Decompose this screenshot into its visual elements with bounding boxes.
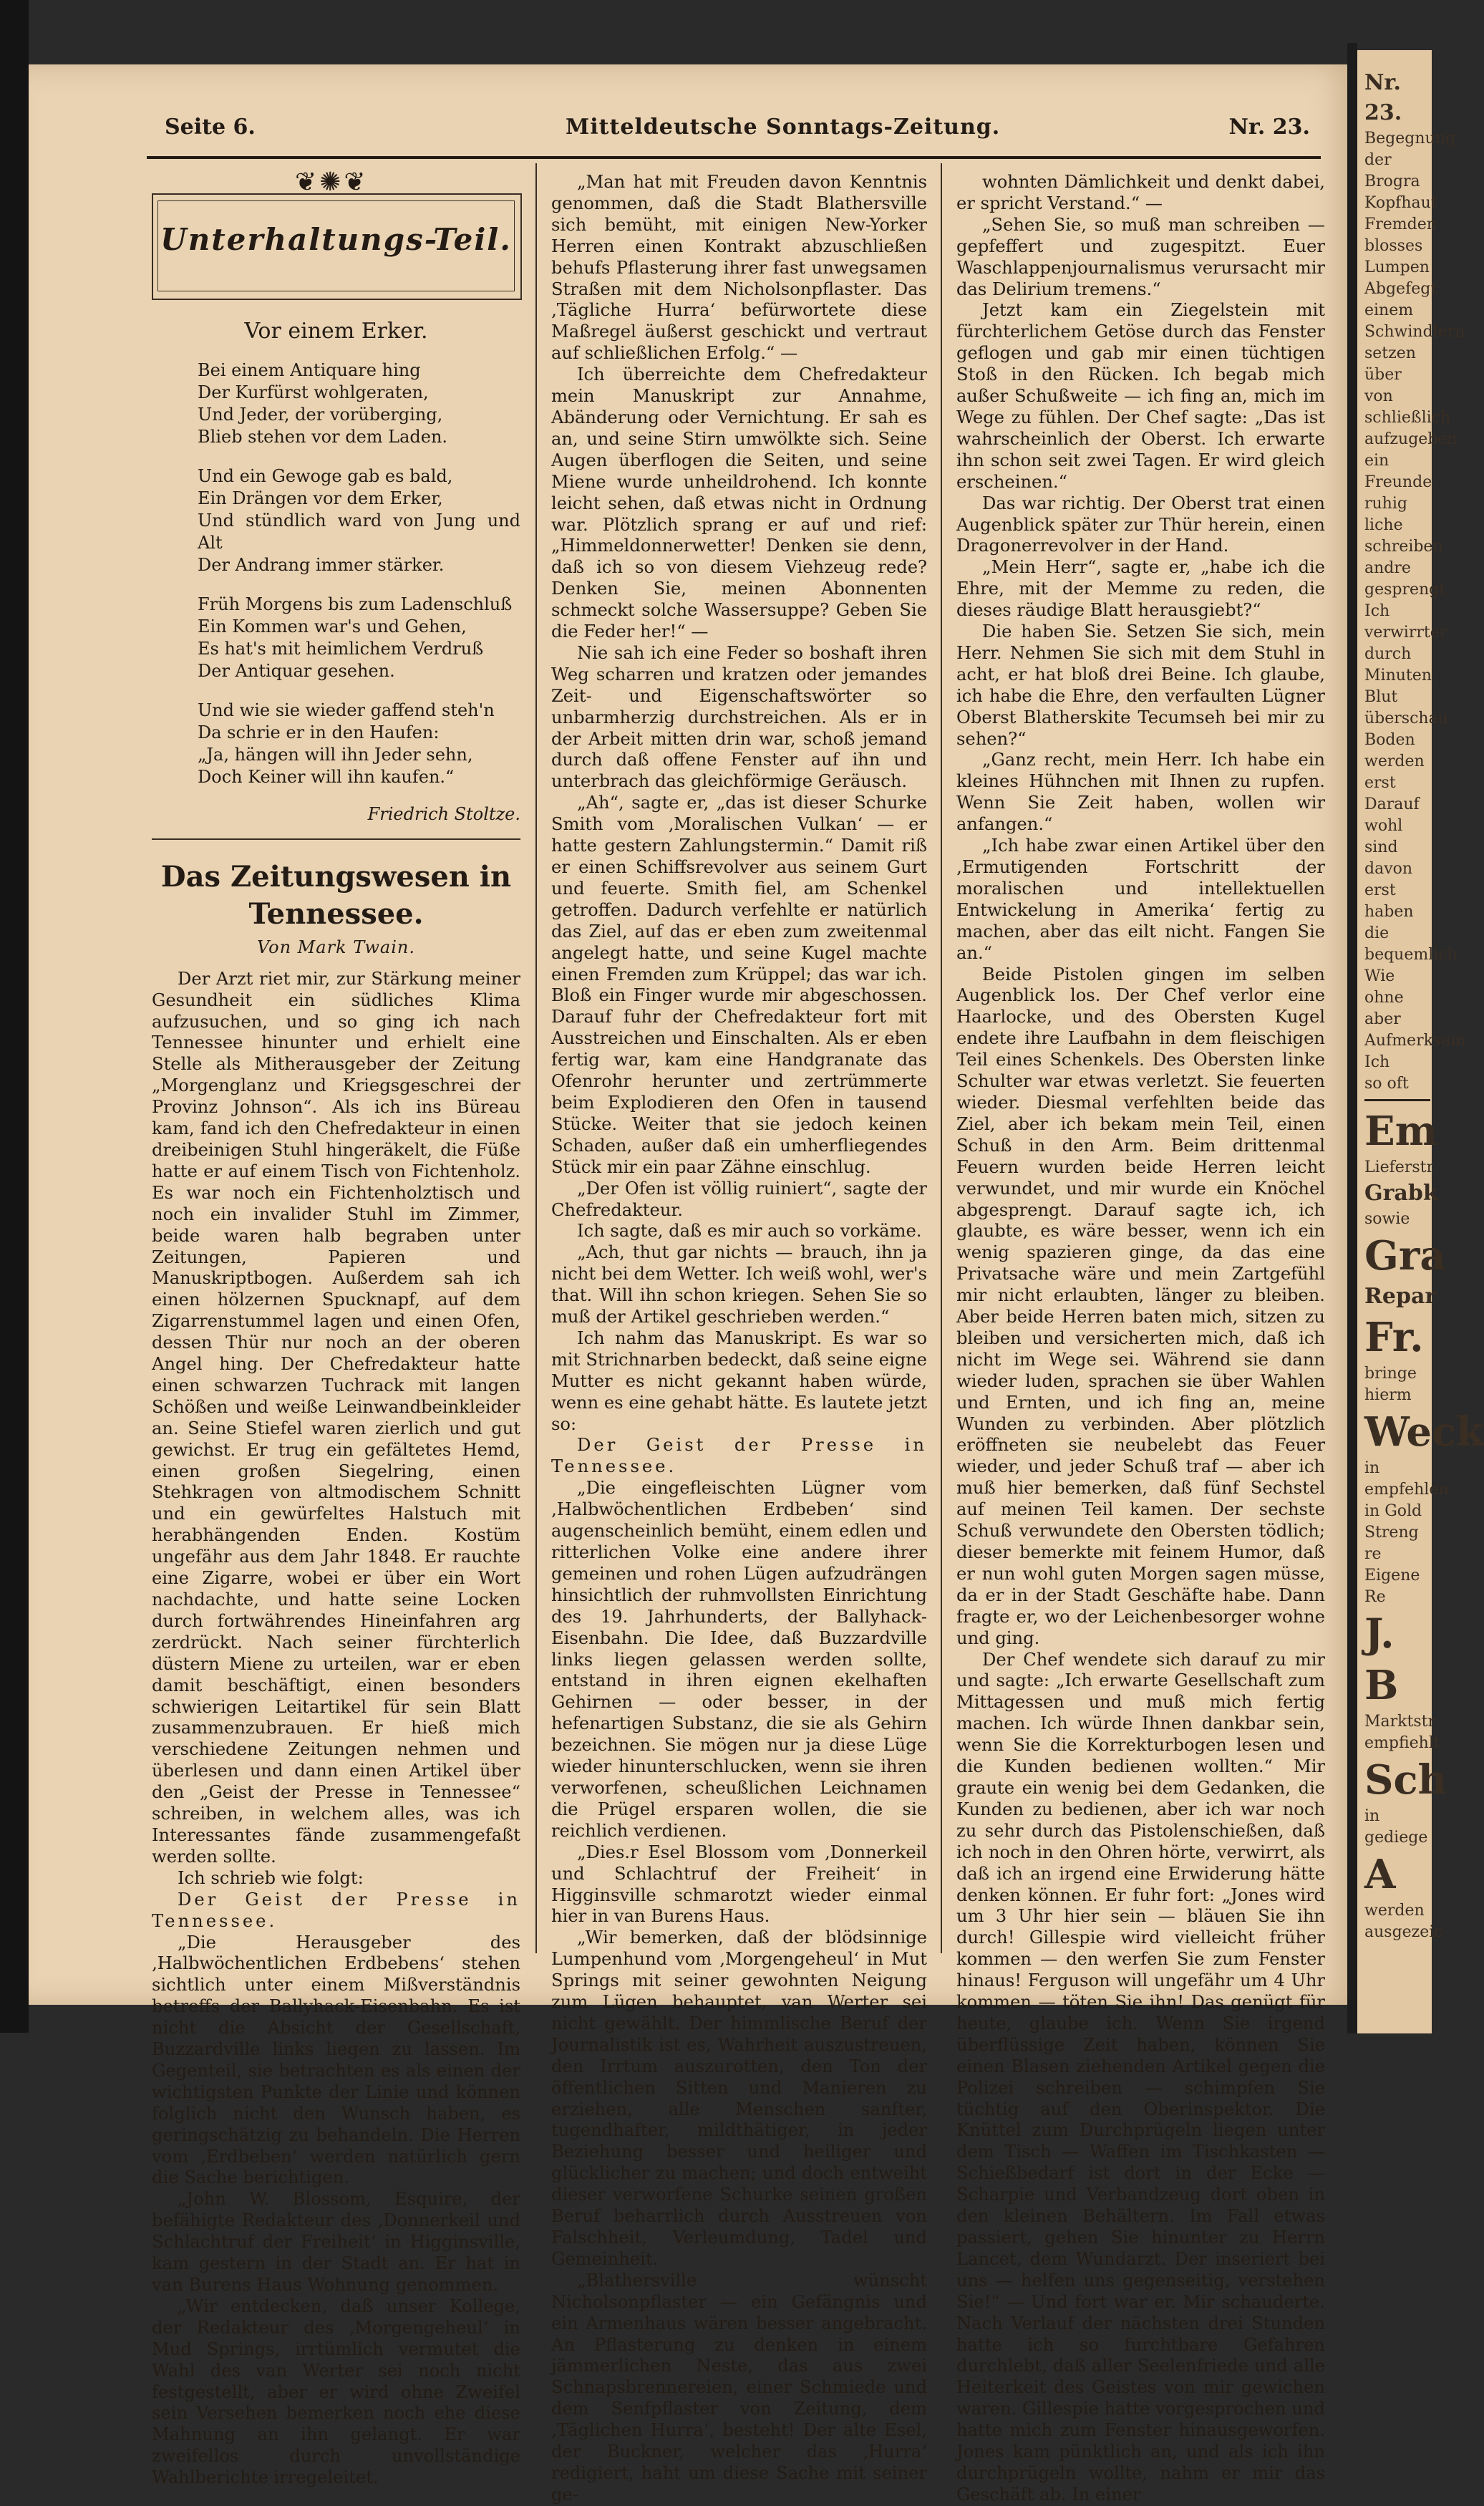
paper-title: Mitteldeutsche Sonntags-Zeitung.: [566, 115, 1001, 140]
next-page-ad-line: Repar: [1364, 1284, 1437, 1309]
next-page-word: bequemlich: [1364, 946, 1458, 964]
poem-line: „Ja, hängen will ihn Jeder sehn,: [198, 744, 473, 765]
next-page-word: sind: [1364, 838, 1398, 856]
poem-line: Da schrie er in den Haufen:: [198, 722, 440, 742]
issue-number: Nr. 23.: [1228, 115, 1310, 140]
next-page-word: die: [1364, 924, 1390, 942]
article-paragraph: „Die Herausgeber des ‚Halbwöchentlichen Erdbebens‘ stehen sichtlich unter einem Mißverständnis betreffs der Ballyhack-Eisenbahn. Es ist nicht die Absicht der Gesellschaft, Buzzardville links liegen zu lassen. Im Gegenteil, sie betrachten es als einen der wichtigsten Punkte der Linie und können folglich nicht den Wunsch haben, es geringschätzig zu behandeln. Die Herren vom ‚Erdbeben‘ werden natürlich gern die Sache berichtigen.: [152, 1932, 520, 2188]
next-page-word: erst: [1364, 881, 1396, 899]
column-1-text: [152, 969, 520, 2489]
article-paragraph: Ich schrieb wie folgt:: [178, 1867, 364, 1888]
poem-line: Und Jeder, der vorüberging,: [198, 404, 443, 425]
article-paragraph: „Mein Herr“, sagte er, „habe ich die Ehre, mit der Memme zu reden, die dieses räudige Blatt herausgiebt?“: [956, 557, 1325, 621]
next-page-ad-line: bringe hierm: [1364, 1365, 1417, 1404]
next-page-word: schreiben: [1364, 538, 1443, 556]
poem-line: Früh Morgens bis zum Ladenschluß: [198, 594, 513, 614]
poem-body: [152, 359, 520, 788]
next-page-ad-line: in gediege: [1364, 1807, 1428, 1847]
book-binding: [0, 0, 29, 2033]
article-paragraph: Das war richtig. Der Oberst trat einen Augenblick später zur Thür herein, einen Dragonerrevolver in der Hand.: [956, 493, 1325, 556]
next-page-word: ruhig: [1364, 495, 1407, 513]
article-paragraph: „Wir entdecken, daß unser Kollege, der Redakteur des ‚Morgengeheul‘ in Mud Springs, irrtümlich vermutet die Wahl des van Werter sei noch nicht festgestellt, aber er wird ohne Zweifel sein Versehen bemerken noch ehe diese Mahnung an ihn gelangt. Er war zweifellos durch unvollständige Wahlberichte irregeleitet.: [152, 2295, 520, 2488]
column-1: [152, 168, 520, 2489]
next-page-ad-line: Marktstr: [1364, 1713, 1435, 1731]
next-page-ad-line: empfiehlt: [1364, 1734, 1440, 1752]
next-page-word: Minuten: [1364, 667, 1432, 684]
article-title-line1: Das Zeitungswesen in: [160, 859, 512, 894]
next-page-word: Freunde: [1364, 473, 1432, 491]
next-page-word: aber: [1364, 1010, 1401, 1028]
next-page-ad-line: sowie: [1364, 1210, 1410, 1228]
next-page-ads: [1364, 1106, 1484, 1943]
page-gutter: [1347, 43, 1357, 2033]
next-page-word: einem: [1364, 301, 1414, 319]
article-paragraph: Ich überreichte dem Chefredakteur mein Manuskript zur Annahme, Abänderung oder Vernichtung. Er sah es an, und seine Stirn umwölkte sich. Seine Augen überflogen die Seiten, und seine Miene wurde unheildrohend. Ich konnte leicht sehen, daß etwas nicht in Ordnung war. Plötzlich sprang er auf und rief: „Himmeldonnerwetter! Denken sie denn, daß ich so von diesem Viehzeug rede? Denken Sie, meinen Abonnenten schmeckt solche Wassersuppe? Geben Sie die Feder her!“ —: [551, 364, 927, 642]
section-title: Unterhaltungs-Teil.: [160, 222, 512, 257]
poem-line: Blieb stehen vor dem Laden.: [198, 426, 448, 447]
article-separator: [152, 838, 520, 840]
ornament-flourish-icon: ❦✺❦: [295, 168, 369, 197]
article-paragraph: Jetzt kam ein Ziegelstein mit fürchterlichem Getöse durch das Fenster geflogen und gab mir einen tüchtigen Stoß in den Rücken. Ich begab mich außer Schußweite — ich fing an, mich im Wege zu fühlen. Der Chef sagte: „Das ist wahrscheinlich der Oberst. Ich erwarte ihn schon seit zwei Tagen. Er wird gleich erscheinen.“: [956, 300, 1325, 492]
next-page-word: Schwindlern: [1364, 323, 1465, 341]
next-page-word: andre: [1364, 559, 1411, 577]
next-page-word: Ich: [1364, 602, 1390, 620]
poem-title: Vor einem Erker.: [244, 319, 428, 344]
article-title: [152, 858, 520, 933]
next-page-column: [1364, 68, 1484, 1965]
poem-line: Ein Kommen war's und Gehen,: [198, 616, 467, 637]
column-3: [956, 172, 1325, 2506]
poem-line: Es hat's mit heimlichem Verdruß: [198, 638, 484, 659]
next-page-word: aufzugeben: [1364, 430, 1458, 448]
article-paragraph: wohnten Dämlichkeit und denkt dabei, er spricht Verstand.“ —: [956, 172, 1325, 213]
article-paragraph: „Wir bemerken, daß der blödsinnige Lumpenhund vom ‚Morgengeheul‘ in Mut Springs mit seiner gewohnten Neigung zum Lügen behauptet, van Werter sei nicht gewählt. Der himmlische Beruf der Journalistik ist es, Wahrheit auszustreuen, den Irrtum auszurotten, den Ton der öffentlichen Sitten und Manieren zu erziehen, alle Menschen sanfter, tugendhafter, mildthätiger, in jeder Beziehung besser und heiliger und glücklicher zu machen; und doch entweiht dieser verworfene Schurke seinen großen Beruf beharrlich durch Ausstreuen von Falschheit, Verleumdung, Tadel und Gemeinheit.: [551, 1927, 927, 2269]
next-page-word: erst: [1364, 774, 1396, 792]
next-page-word: gesprengt: [1364, 581, 1446, 599]
next-page-ad-line: Streng re: [1364, 1524, 1419, 1563]
next-page-word: verwirrter: [1364, 624, 1447, 642]
next-page-ad-line: Sch: [1364, 1756, 1447, 1804]
article-paragraph: Die haben Sie. Setzen Sie sich, mein Herr. Nehmen Sie sich mit dem Stuhl in acht, er hat bloß drei Beine. Ich glaube, ich habe die Ehre, den verfaulten Lügner Oberst Blatherskite Tecumseh bei mir zu sehen?“: [956, 621, 1325, 749]
article-paragraph: „Ah“, sagte er, „das ist dieser Schurke Smith vom ‚Moralischen Vulkan‘ — er hatte gestern Zahlungstermin.“ Damit riß er einen Schiffsrevolver aus seinem Gurt und feuerte. Smith fiel, am Schenkel getroffen. Dadurch verfehlte er natürlich das Ziel, auf das er eben zum zweitenmal angelegt hatte, und seine Kugel machte einen Fremden zum Krüppel; das war ich. Bloß ein Finger wurde mir abgeschossen. Darauf fuhr der Chefredakteur fort mit Ausstreichen und Einschalten. Als er eben fertig war, kam eine Handgranate das Ofenrohr herunter und zertrümmerte beim Explodieren den Ofen in tausend Stücke. Weiter that sie jedoch keinen Schaden, außer daß ein umherfliegendes Stück mir ein paar Zähne einschlug.: [551, 793, 927, 1177]
column-divider-2: [941, 163, 942, 1953]
next-page-word: setzen: [1364, 344, 1416, 362]
next-page-word: ohne: [1364, 989, 1404, 1007]
next-page-word: von: [1364, 387, 1393, 405]
next-page-ad-line: Em: [1364, 1108, 1437, 1155]
header-rule: [147, 156, 1321, 159]
poem-line: Ein Drängen vor dem Erker,: [198, 488, 443, 508]
next-page-word: über: [1364, 366, 1402, 384]
next-page-ad-line: ausgezeic: [1364, 1923, 1443, 1941]
next-page-word: Ich: [1364, 1053, 1390, 1071]
column-2-text: [551, 172, 927, 2506]
poem-stanza: [198, 700, 520, 788]
poem-line: Bei einem Antiquare hing: [198, 359, 421, 380]
next-page-word: Fremden: [1364, 216, 1437, 233]
next-page-word: haben: [1364, 903, 1414, 921]
next-page-word: Boden: [1364, 731, 1415, 749]
article-byline: Von Mark Twain.: [257, 937, 415, 957]
next-page-text: [1364, 128, 1466, 1095]
article-paragraph: Ich sagte, daß es mir auch so vorkäme.: [577, 1221, 922, 1242]
poem-line: Und stündlich ward von Jung und Alt: [198, 510, 520, 553]
poem-stanza: [198, 594, 520, 682]
poem-line: Doch Keiner will ihn kaufen.“: [198, 766, 455, 787]
poem-stanza: [198, 359, 520, 448]
article-paragraph: „Dies.r Esel Blossom vom ‚Donnerkeil und Schlachtruf der Freiheit‘ in Higginsville schmarotzt wieder einmal hier in van Burens Haus.: [551, 1842, 927, 1927]
article-title-line2: Tennessee.: [248, 896, 424, 931]
page-header: [165, 115, 1310, 150]
next-page-word: Darauf: [1364, 795, 1420, 813]
next-page-word: Lumpen: [1364, 258, 1430, 276]
article-paragraph: „John W. Blossom, Esquire, der befähigte Redakteur des ‚Donnerkeil und Schlachtruf der Freiheit‘ in Higginsville, kam gestern in der Stadt an. Er hat in van Burens Haus Wohnung genommen.: [152, 2189, 520, 2295]
next-page-word: Kopfhaut: [1364, 194, 1437, 212]
next-page-word: Blut: [1364, 688, 1398, 706]
article-paragraph: „Ich habe zwar einen Artikel über den ‚Ermutigenden Fortschritt der moralischen und intellektuellen Entwickelung in Amerika‘ fertig zu machen, aber das eilt nicht. Fangen Sie an.“: [956, 836, 1325, 963]
article-paragraph: „Ganz recht, mein Herr. Ich habe ein kleines Hühnchen mit Ihnen zu rupfen. Wenn Sie Zeit haben, wollen wir anfangen.“: [956, 750, 1325, 835]
poem-line: Der Kurfürst wohlgeraten,: [198, 382, 429, 402]
column-3-text: [956, 172, 1325, 2506]
article-paragraph: „Sehen Sie, so muß man schreiben — gepfeffert und zugespitzt. Euer Waschlappenjournalismus verursacht mir das Delirium tremens.“: [956, 214, 1325, 299]
next-page-ad-line: Lieferstr: [1364, 1158, 1434, 1176]
next-page-ad-line: Grabk: [1364, 1181, 1438, 1206]
poem-line: Und wie sie wieder gaffend steh'n: [198, 700, 495, 720]
next-page-word: Abgefegt: [1364, 280, 1437, 298]
next-page-word: blosses: [1364, 237, 1423, 255]
poem-stanza: [198, 465, 520, 576]
next-page-ad-line: in empfehlen: [1364, 1459, 1449, 1499]
article-paragraph: Der Geist der Presse in Tennessee.: [152, 1889, 520, 1931]
next-page-ad-line: A: [1364, 1851, 1396, 1898]
article-paragraph: „Die eingefleischten Lügner vom ‚Halbwöchentlichen Erdbeben‘ sind augenscheinlich bemüht, einem edlen und ritterlichen Volke eine andere ihrer gemeinen und rohen Lügen aufzudrängen hinsichtlich der ruhmvollsten Einrichtung des 19. Jahrhunderts, der Ballyhack-Eisenbahn. Die Idee, daß Buzzardville links liegen gelassen werden sollte, entstand in ihren eignen ekelhaften Gehirnen — oder besser, in der hefenartigen Substanz, die sie als Gehirn bezeichnen. Sie mögen nur ja diese Lüge wieder hinunterschlucken, wenn sie ihren verworfenen, scheußlichen Leichnamen die Prügel ersparen wollen, die sie reichlich verdienen.: [551, 1478, 927, 1841]
page-number: Seite 6.: [165, 115, 256, 140]
next-page-word: schließlich: [1364, 409, 1451, 427]
next-page-word: der Brogra: [1364, 151, 1420, 190]
next-page-issue: Nr. 23.: [1364, 70, 1402, 125]
article-paragraph: „Ach, thut gar nichts — brauch, ihn ja nicht bei dem Wetter. Ich weiß wohl, wer's that. Will ihn schon kriegen. Sehen Sie so muß der Artikel geschrieben werden.“: [551, 1242, 927, 1327]
next-page-rule: [1364, 1099, 1430, 1101]
article-paragraph: „Der Ofen ist völlig ruiniert“, sagte der Chefredakteur.: [551, 1178, 927, 1220]
column-divider-1: [535, 163, 537, 1953]
next-page-ad-line: Gra: [1364, 1232, 1446, 1279]
poem-author: Friedrich Stoltze.: [367, 803, 520, 824]
next-page-word: so oft: [1364, 1075, 1409, 1093]
poem-line: Und ein Gewoge gab es bald,: [198, 465, 453, 486]
article-paragraph: „Blathersville wünscht Nicholsonpflaster — ein Gefängnis und ein Armenhaus wären besser angebracht. An Pflasterung zu denken in einem jämmerlichen Neste, das aus zwei Schnapsbrennereien, einer Schmiede und dem Senfpflaster von Zeitung, dem ‚Täglichen Hurra‘, besteht! Der alte Esel, der Buckner, welcher das ‚Hurra‘ redigiert, haht um diese Sache mit seiner ge-: [551, 2270, 927, 2505]
next-page-word: davon: [1364, 860, 1413, 878]
next-page-word: Wie: [1364, 967, 1395, 985]
next-page-ad-line: Fr.: [1364, 1314, 1424, 1361]
article-paragraph: Der Arzt riet mir, zur Stärkung meiner Gesundheit ein südliches Klima aufzusuchen, und so ging ich nach Tennessee hinunter und erhielt eine Stelle als Mitherausgeber der Zeitung „Morgenglanz und Kriegsgeschrei der Provinz Johnson“. Als ich ins Büreau kam, fand ich den Chefredakteur in einen dreibeinigen Stuhl hingeräkelt, die Füße hatte er auf einem Tisch von Fichtenholz. Es war noch ein Fichtenholztisch und noch ein invalider Stuhl im Zimmer, beide waren halb begraben unter Zeitungen, Papieren und Manuskriptbogen. Außerdem sah ich einen hölzernen Spucknapf, auf dem Zigarrenstummel lagen und einen Ofen, dessen Thür nur noch an der oberen Angel hing. Der Chefredakteur hatte einen schwarzen Tuchrack mit langen Schößen und weiße Leinwandbeinkleider an. Seine Stiefel waren zierlich und gut gewichst. Er trug ein gefältetes Hemd, einen großen Siegelring, einen Stehkragen von altmodischem Schnitt und ein gewürfeltes Halstuch mit herabhängenden Enden. Kostüm ungefähr aus dem Jahr 1848. Er rauchte eine Zigarre, wobei er über ein Wort nachdachte, und hatte seine Locken durch fortwährendes Hineinfahren arg zerdrückt. Nach seiner fürchterlich düstern Miene zu urteilen, war er eben damit beschäftigt, einen besonders schwierigen Leitartikel für sein Blatt zusammenzubrauen. Er hieß mich verschiedene Zeitungen nehmen und überlesen und dann einen Artikel über den „Geist der Presse in Tennessee“ schreiben, in welchem alles, was ich Interessantes fände zusammengefaßt werden sollte.: [152, 968, 520, 1867]
article-paragraph: Ich nahm das Manuskript. Es war so mit Strichnarben bedeckt, daß seine eigne Mutter es nicht gekannt haben würde, wenn es eine gehabt hätte. Es lautete jetzt so:: [551, 1327, 927, 1434]
next-page-ad-line: in Gold: [1364, 1502, 1422, 1520]
next-page-word: ein: [1364, 452, 1390, 470]
section-header-ornament: [152, 168, 520, 301]
poem-line: Der Antiquar gesehen.: [198, 660, 395, 681]
next-page-ad-line: werden: [1364, 1902, 1425, 1920]
next-page-word: Aufmerksam: [1364, 1032, 1466, 1050]
poem-line: Der Andrang immer stärker.: [198, 554, 445, 575]
next-page-word: liche: [1364, 516, 1403, 534]
next-page-word: Begegnung: [1364, 130, 1455, 147]
column-2: [551, 172, 927, 2506]
next-page-ad-line: Weck: [1364, 1408, 1484, 1456]
next-page-word: werden: [1364, 753, 1425, 770]
next-page-ad-line: J. B: [1364, 1610, 1399, 1709]
article-paragraph: Der Chef wendete sich darauf zu mir und sagte: „Ich erwarte Gesellschaft zum Mittagessen und muß mich fertig machen. Ich würde Ihnen dankbar sein, wenn Sie die Korrekturbogen lesen und die Kunden bedienen wollten.“ Mir graute ein wenig bei dem Gedanken, die Kunden zu bedienen, aber ich war noch zu sehr durch das Pistolenschießen, daß ich noch in den Ohren hörte, verwirrt, als daß ich an irgend eine Erwiderung hätte denken können. Er fuhr fort: „Jones wird um 3 Uhr hier sein — bläuen Sie ihn durch! Gillespie wird vielleicht früher kommen — den werfen Sie zum Fenster hinaus! Ferguson will ungefähr um 4 Uhr kommen — töten Sie ihn! Das genügt für heute, glaube ich. Wenn Sie irgend überflüssige Zeit haben, können Sie einen Blasen ziehenden Artikel gegen die Polizei schreiben — schimpfen Sie tüchtig auf den Oberinspektor. Die Knüttel zum Durchprügeln liegen unter dem Tisch — Waffen im Tischkasten — Schießbedarf ist dort in der Ecke — Scharpie und Verbandzeug dort oben in den kleinen Behältern. Im Fall etwas passiert, gehen Sie hinunter zu Herrn Lancet, dem Wundarzt. Der inseriert bei uns — helfen uns gegenseitig, verstehen Sie!“ — Und fort war er. Mir schauderte. Nach Verlauf der nächsten drei Stunden hatte ich so furchtbare Gefahren durchlebt, daß aller Seelenfriede und alle Heiterkeit des Geistes von mir gewichen waren. Gillespie hatte vorgesprochen und hatte mich zum Fenster hinausgeworfen. Jones kam pünktlich an, und als ich ihn durchprügeln wollte, nahm er mir das Geschäft ab. In einer: [956, 1649, 1325, 2505]
article-paragraph: Beide Pistolen gingen im selben Augenblick los. Der Chef verlor eine Haarlocke, und des Obersten Kugel endete ihre Laufbahn in dem fleischigen Teil eines Schenkels. Des Obersten linke Schulter war etwas verletzt. Sie feuerten wieder. Diesmal verfehlten beide das Ziel, aber ich bekam mein Teil, einen Schuß in den Arm. Beim drittenmal Feuern wurden beide Herren leicht verwundet, und mir wurde ein Knöchel abgesprengt. Darauf sagte ich, ich glaubte, es wäre besser, wenn ich ein wenig spazieren ginge, da das eine Privatsache wäre und mein Zartgefühl mir nicht erlaubten, länger zu bleiben. Aber beide Herren baten mich, sitzen zu bleiben und versicherten mich, daß ich nicht im Wege sei. Während sie dann wieder luden, sprachen sie über Wahlen und Ernten, und ich fing an, meine Wunden zu verbinden. Aber plötzlich eröffneten sie neubelebt das Feuer wieder, und jeder Schuß traf — aber ich muß hier bemerken, daß fünf Sechstel auf meinen Teil kamen. Der sechste Schuß verwundete den Obersten tödlich; dieser bemerkte mit feinem Humor, daß er nun wohl guten Morgen sagen müsse, da er in der Stadt Geschäfte habe. Dann fragte er, wo der Leichenbesorger wohne und ging.: [956, 964, 1325, 1648]
article-paragraph: Der Geist der Presse in Tennessee.: [551, 1435, 927, 1477]
next-page-word: überschau: [1364, 710, 1448, 727]
next-page-word: durch: [1364, 645, 1412, 663]
next-page-word: wohl: [1364, 817, 1403, 835]
next-page-ad-line: Eigene Re: [1364, 1567, 1420, 1606]
article-paragraph: „Man hat mit Freuden davon Kenntnis genommen, daß die Stadt Blathersville sich bemüht, mit einigen New-Yorker Herren einen Kontrakt abzuschließen behufs Pflasterung ihrer fast unwegsamen Straßen mit dem Nicholsonpflaster. Das ‚Tägliche Hurra‘ befürwortete diese Maßregel äußerst geschickt und vertraut auf schließlichen Erfolg.“ —: [551, 172, 927, 364]
article-paragraph: Nie sah ich eine Feder so boshaft ihren Weg scharren und kratzen oder jemandes Zeit- und Eigenschaftswörter so unbarmherzig durchstreichen. Als er in der Arbeit mitten drin war, schoß jemand durch daß offene Fenster auf ihn und unterbrach das gleichförmige Geräusch.: [551, 642, 927, 792]
